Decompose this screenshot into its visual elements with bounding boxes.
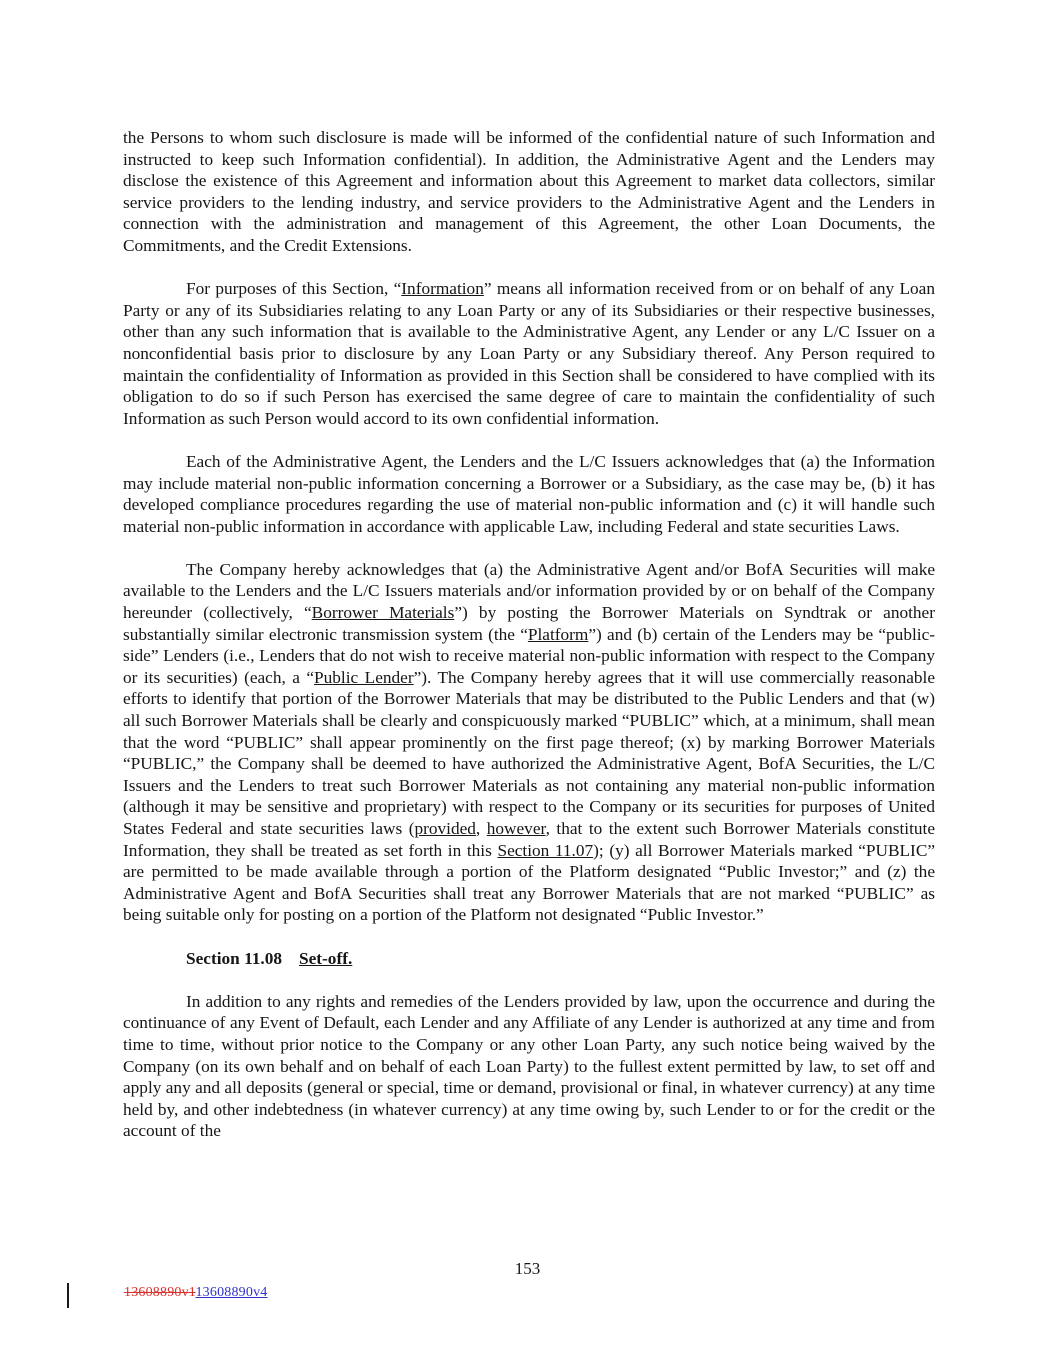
text-segment: For purposes of this Section, “ <box>186 279 402 299</box>
text-segment: Borrower Materials <box>311 603 455 623</box>
text-segment: In addition to any rights and remedies of the Lenders provided by law, upon the occurrence and during the continuance of any Event of Default, each Lender and any Affiliate of any Lender is authorized at any time and from time to time, without prior notice to the Company or any other Loan Party, any such notice being waived by the Company (on its own behalf and on behalf of each Loan Party) to the fullest extent permitted by law, to set off and apply any and all deposits (general or special, time or demand, provisional or final, in whatever currency) at any time held by, and other indebtedness (in whatever currency) at any time owing by, such Lender to or for the credit or the account of the <box>123 991 935 1141</box>
text-segment: provided <box>414 819 476 838</box>
text-segment: ”) and (b) certain of the Lenders may be “public-side” Lenders (i.e., Lenders that do not wish to receive material non-public information with respect to the Company or its securities) (each, a “ <box>123 624 935 687</box>
doc-id-inserted: 13608890v4 <box>195 1285 268 1300</box>
text-segment: ); (y) all Borrower Materials marked “PUBLIC” are permitted to be made available through a portion of the Platform designated “Public Investor;” and (z) the Administrative Agent and BofA Securities shall treat any Borrower Materials that are not marked “PUBLIC” as being suitable only for posting on a portion of the Platform not designated “Public Investor.” <box>123 840 936 925</box>
text-segment: Public Lender <box>314 667 414 687</box>
text-segment: ”) by posting the Borrower Materials on Syndtrak or another substantially similar electronic transmission system (the “ <box>123 603 935 644</box>
text-segment: Section 11.07 <box>497 840 594 860</box>
paragraph-set-off <box>123 991 935 1142</box>
paragraph-borrower-materials <box>123 559 935 926</box>
text-segment: , that to the extent such Borrower Materials constitute Information, they shall be treated as set forth in this <box>123 819 935 860</box>
page-number: 153 <box>514 1259 541 1278</box>
text-segment: , <box>475 819 487 838</box>
section-title: Set-off. <box>299 948 353 968</box>
document-body <box>123 127 935 1142</box>
paragraph-information-definition <box>123 278 935 429</box>
text-segment: The Company hereby acknowledges that (a) the Administrative Agent and/or BofA Securities will make available to the Lenders and the L/C Issuers materials and/or information provided by or on behalf of the Company hereunder (collectively, “ <box>123 559 935 623</box>
paragraph-confidentiality-continuation <box>123 127 935 257</box>
doc-id-deleted: 13608890v1 <box>124 1285 196 1300</box>
text-segment: Information <box>401 279 484 299</box>
text-segment: ” means all information received from or on behalf of any Loan Party or any of its Subsidiaries relating to any Loan Party or any of its Subsidiaries or their respective businesses, other than any such information that is available to the Administrative Agent, any Lender or any L/C Issuer on a nonconfidential basis prior to disclosure by any Loan Party or any Subsidiary thereof. Any Person required to maintain the confidentiality of Information as provided in this Section shall be considered to have complied with its obligation to do so if such Person has exercised the same degree of care to maintain the confidentiality of such Information as such Person would accord to its own confidential information. <box>123 279 935 428</box>
text-segment: the Persons to whom such disclosure is made will be informed of the confidential nature of such Information and instructed to keep such Information confidential). In addition, the Administrative Agent and the Lenders may disclose the existence of this Agreement and information about this Agreement to market data collectors, similar service providers to the lending industry, and service providers to the Administrative Agent and the Lenders in connection with the administration and management of this Agreement, the other Loan Documents, the Commitments, and the Credit Extensions. <box>123 128 935 255</box>
text-segment: Each of the Administrative Agent, the Lenders and the L/C Issuers acknowledges that (a) the Information may include material non-public information concerning a Borrower or a Subsidiary, as the case may be, (b) it has developed compliance procedures regarding the use of material non-public information and (c) it will handle such material non-public information in accordance with applicable Law, including Federal and state securities Laws. <box>123 451 935 536</box>
revision-change-bar <box>67 1283 69 1308</box>
paragraph-mnpi-acknowledgement <box>123 451 935 537</box>
document-id-footer <box>124 1284 267 1301</box>
text-segment: however <box>486 819 546 838</box>
section-number: Section 11.08 <box>186 948 283 968</box>
section-heading <box>123 948 935 970</box>
text-segment: Platform <box>527 624 589 644</box>
text-segment: ”). The Company hereby agrees that it will use commercially reasonable efforts to identify that portion of the Borrower Materials that may be distributed to the Public Lenders and that (w) all such Borrower Materials shall be clearly and conspicuously marked “PUBLIC” which, at a minimum, shall mean that the word “PUBLIC” shall appear prominently on the first page thereof; (x) by marking Borrower Materials “PUBLIC,” the Company shall be deemed to have authorized the Administrative Agent, BofA Securities, the L/C Issuers and the Lenders to treat such Borrower Materials as not containing any material non-public information (although it may be sensitive and proprietary) with respect to the Company or its securities for purposes of United States Federal and state securities laws ( <box>123 667 935 838</box>
